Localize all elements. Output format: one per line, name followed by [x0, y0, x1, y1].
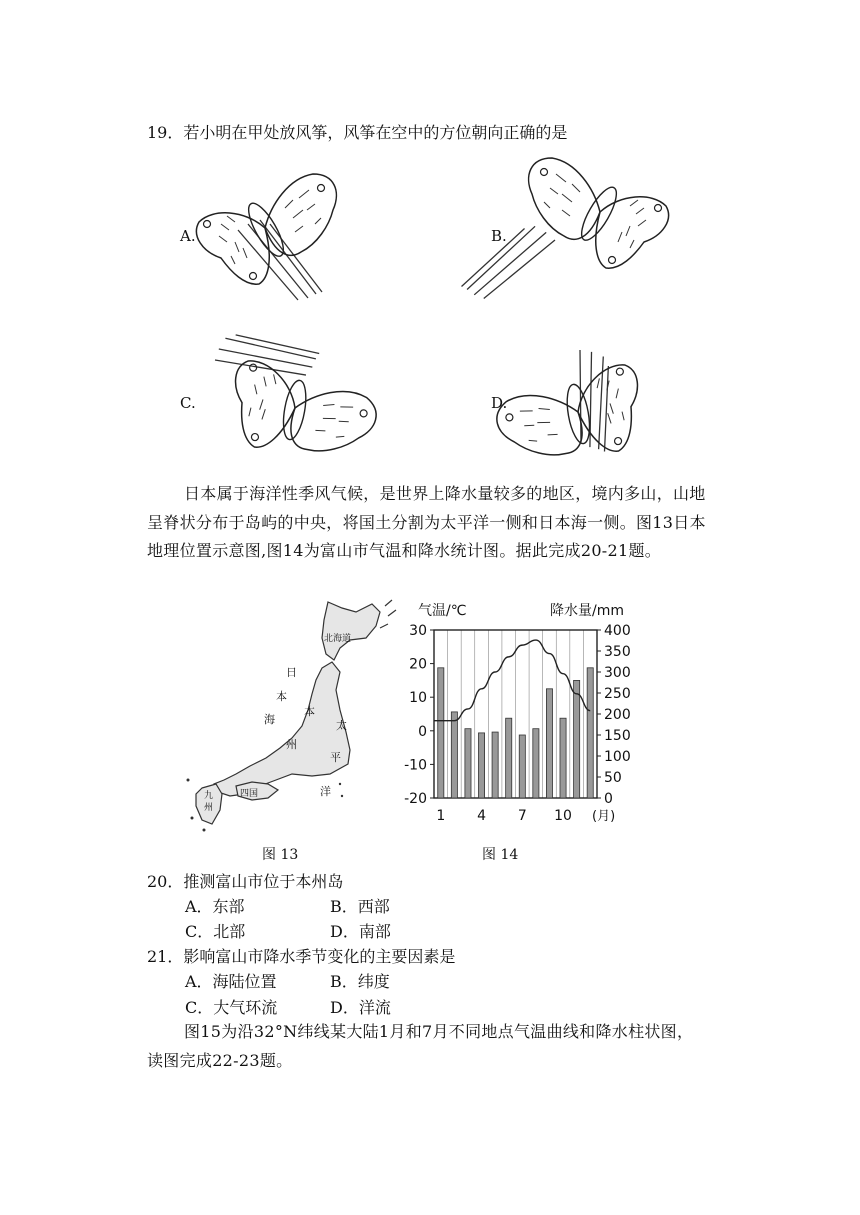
- kite-d: [489, 327, 667, 480]
- kite-a: [196, 174, 336, 300]
- q19-option-c[interactable]: C.: [180, 394, 196, 412]
- q21-option-c[interactable]: C．大气环流: [185, 998, 278, 1017]
- precipitation-bar: [587, 668, 593, 798]
- chart-ylabel-right: 降水量/mm: [550, 603, 624, 619]
- left-tick-label: 30: [409, 623, 427, 639]
- q21-option-a[interactable]: A．海陆位置: [185, 972, 277, 991]
- temperature-curve: [434, 640, 590, 721]
- right-tick-label: 50: [604, 770, 622, 786]
- left-tick-label: 10: [409, 690, 427, 707]
- japan-map: [180, 598, 410, 833]
- climate-chart: [400, 598, 640, 838]
- passage-fig15: 图15为沿32°N纬线某大陆1月和7月不同地点气温曲线和降水柱状图，读图完成22-23题。: [147, 1022, 694, 1070]
- passage-japan: 日本属于海洋性季风气候，是世界上降水量较多的地区，境内多山，山地呈脊状分布于岛屿的中央，将国土分割为太平洋一侧和日本海一侧。图13日本地理位置示意图,图14为富山市气温和降水统计图。据此完成20-21题。: [147, 484, 706, 560]
- q20-option-b[interactable]: B．西部: [330, 897, 390, 916]
- precipitation-bar: [546, 689, 552, 798]
- right-tick-label: 100: [604, 749, 631, 765]
- q20-option-c[interactable]: C．北部: [185, 922, 246, 941]
- right-tick-label: 200: [604, 707, 631, 723]
- label-ocean-1: 太: [336, 719, 347, 732]
- right-tick-label: 250: [604, 686, 631, 702]
- precipitation-bar: [560, 718, 566, 798]
- label-sea-3: 海: [264, 713, 275, 726]
- label-sea-1: 日: [286, 666, 297, 679]
- x-tick-label: 4: [477, 808, 487, 824]
- label-kyushu-1: 九: [204, 791, 214, 801]
- precipitation-bar: [478, 733, 484, 798]
- left-tick-label: -20: [404, 791, 427, 807]
- precipitation-bar: [574, 680, 580, 798]
- label-sea-2: 本: [276, 690, 287, 703]
- x-tick-label: 7: [517, 808, 527, 824]
- q19-stem: 19．若小明在甲处放风筝，风筝在空中的方位朝向正确的是: [147, 123, 568, 142]
- q21-option-d[interactable]: D．洋流: [330, 998, 391, 1017]
- fig14-caption: 图 14: [482, 847, 519, 863]
- precipitation-bar: [438, 668, 444, 798]
- q21-option-b[interactable]: B．纬度: [330, 972, 390, 991]
- right-tick-label: 0: [604, 791, 613, 807]
- precipitation-bar: [533, 729, 539, 798]
- label-ocean-2: 平: [330, 751, 341, 764]
- label-ocean-3: 洋: [320, 785, 331, 798]
- right-tick-label: 300: [604, 665, 631, 681]
- q19-option-d[interactable]: D.: [491, 394, 508, 412]
- left-tick-label: 20: [409, 656, 427, 673]
- q21-stem: 21．影响富山市降水季节变化的主要因素是: [147, 947, 456, 966]
- q20-option-a[interactable]: A．东部: [185, 897, 245, 916]
- right-tick-label: 350: [604, 644, 631, 660]
- precipitation-bar: [519, 735, 525, 798]
- q20-stem: 20．推测富山市位于本州岛: [147, 872, 344, 891]
- right-tick-label: 400: [604, 623, 631, 639]
- kite-c: [206, 298, 384, 480]
- q20-option-d[interactable]: D．南部: [330, 922, 391, 941]
- kite-b: [460, 158, 668, 309]
- label-hokkaido: 北海道: [324, 634, 352, 644]
- q19-option-a[interactable]: A.: [180, 227, 196, 245]
- precipitation-bar: [465, 729, 471, 798]
- label-kyushu-2: 州: [204, 803, 214, 813]
- fig13-caption: 图 13: [262, 847, 299, 863]
- x-tick-label: 10: [554, 808, 572, 824]
- left-tick-label: 0: [418, 723, 427, 740]
- label-shikoku: 四国: [240, 789, 259, 799]
- label-honshu-2: 州: [286, 738, 297, 751]
- precipitation-bar: [492, 732, 498, 798]
- x-tick-label: 1: [436, 808, 446, 824]
- chart-x-unit: (月): [592, 809, 616, 824]
- kite-drawings: [0, 0, 860, 480]
- right-tick-label: 150: [604, 728, 631, 744]
- q19-option-b[interactable]: B.: [491, 227, 507, 245]
- precipitation-bar: [451, 712, 457, 798]
- precipitation-bar: [506, 718, 512, 798]
- left-tick-label: -10: [404, 757, 427, 774]
- label-honshu-1: 本: [304, 705, 315, 718]
- chart-ylabel-left: 气温/℃: [418, 603, 467, 619]
